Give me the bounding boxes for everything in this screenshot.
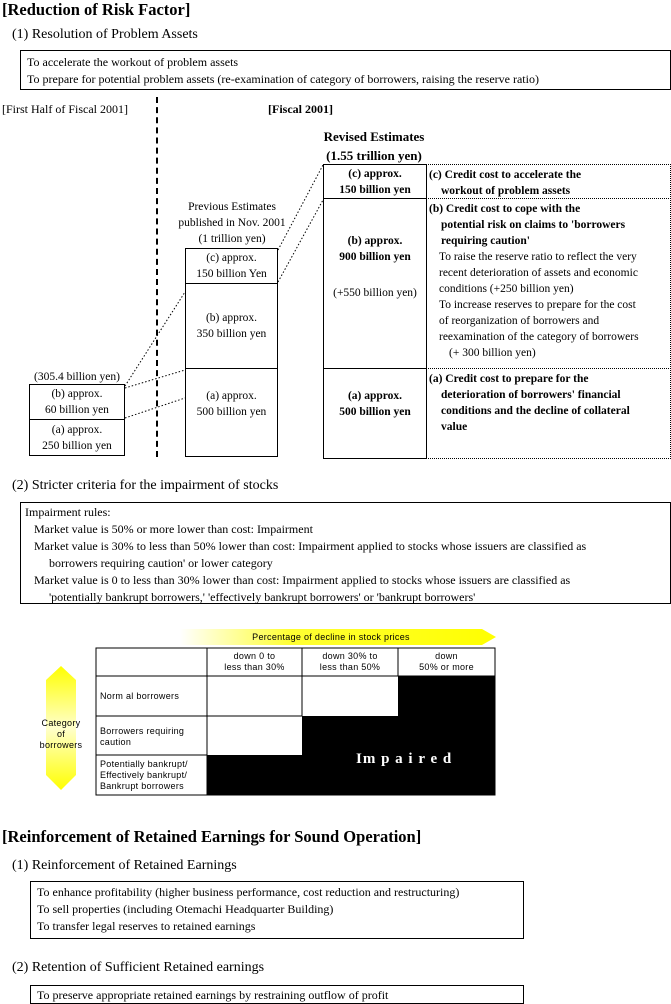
category-label: Category of borrowers [39, 718, 83, 750]
first-half-b: (b) approx. 60 billion yen [45, 388, 109, 416]
rule-line: Market value is 0 to less than 30% lower than cost: Impairment applied to stocks whose issuers are classified as [34, 573, 571, 587]
matrix-row-header: Potentially bankrupt/ Effectively bankrupt/ Bankrupt borrowers [100, 759, 188, 791]
rule-line: Market value is 50% or more lower than cost: Impairment [34, 522, 313, 536]
list-item: To transfer legal reserves to retained earnings [37, 919, 256, 933]
list-item: To sell properties (including Otemachi Headquarter Building) [37, 902, 334, 916]
matrix-col-header: down 0 to less than 30% [224, 651, 285, 672]
retention-box [30, 985, 524, 1004]
rule-line: 'potentially bankrupt borrowers,' 'effectively bankrupt borrowers' or 'bankrupt borrowers' [49, 590, 476, 604]
matrix-row-header: Borrowers requiring caution [100, 726, 185, 747]
decline-arrow-label: Percentage of decline in stock prices [252, 632, 410, 642]
revised-b: (b) approx. 900 billion yen [339, 235, 411, 263]
previous-estimates-label: Previous Estimates published in Nov. 2001 (1 trillion yen) [178, 201, 286, 245]
subheading-retention: (2) Retention of Sufficient Retained earnings [12, 960, 265, 975]
desc-a: (a) Credit cost to prepare for the deterioration of borrowers' financial conditions and the decline of collateral value [426, 368, 671, 459]
list-item: To accelerate the workout of problem assets [27, 55, 239, 69]
first-half-a: (a) approx. 250 billion yen [42, 424, 112, 452]
rule-line: borrowers requiring caution' or lower category [49, 556, 273, 570]
rule-line: Market value is 30% to less than 50% lower than cost: Impairment applied to stocks whose issuers are classified as [34, 539, 587, 553]
revised-c: (c) approx. 150 billion yen [339, 167, 411, 196]
rules-title: Impairment rules: [25, 505, 111, 519]
matrix-col-header: down 30% to less than 50% [319, 651, 381, 672]
list-item: To preserve appropriate retained earnings by restraining outflow of profit [37, 988, 389, 1002]
desc-c: (c) Credit cost to accelerate the workout of problem assets [426, 164, 671, 199]
section-title-risk: [Reduction of Risk Factor] [2, 0, 191, 19]
revised-estimates-label: Revised Estimates (1.55 trillion yen) [323, 129, 425, 163]
period-first-half: [First Half of Fiscal 2001] [2, 102, 128, 116]
list-item: To enhance profitability (higher business performance, cost reduction and restructuring) [37, 885, 460, 899]
subheading-reinforcement: (1) Reinforcement of Retained Earnings [12, 858, 237, 873]
revised-a: (a) approx. 500 billion yen [339, 390, 411, 418]
section-title-earnings: [Reinforcement of Retained Earnings for Sound Operation] [2, 827, 422, 846]
previous-a: (a) approx. 500 billion yen [196, 390, 267, 418]
subheading-impairment: (2) Stricter criteria for the impairment of stocks [12, 478, 279, 493]
period-fiscal-2001: [Fiscal 2001] [268, 102, 333, 116]
impaired-label: Im p a i r e d [356, 751, 453, 767]
previous-b: (b) approx. 350 billion yen [196, 312, 267, 340]
matrix-row-header: Norm al borrowers [100, 691, 180, 701]
revised-b-note: (+550 billion yen) [333, 287, 417, 299]
matrix-col-header: down 50% or more [419, 651, 474, 672]
list-item: To prepare for potential problem assets (re-examination of category of borrowers, raising the reserve ratio) [27, 72, 539, 86]
reinforcement-box [30, 881, 524, 939]
desc-b: (b) Credit cost to cope with the potential risk on claims to 'borrowers requiring caution' To raise the reserve ratio to reflect the very recent deterioration of assets and economic conditions (+250 billion yen) To increase reserves to prepare for the cost of reorganization of borrowers and reexamination of the category of borrowers (+ 300 billion yen) [426, 198, 671, 369]
subheading-problem-assets: (1) Resolution of Problem Assets [12, 27, 198, 42]
previous-c: (c) approx. 150 billion Yen [196, 252, 267, 280]
first-half-total: (305.4 billion yen) [34, 371, 120, 383]
